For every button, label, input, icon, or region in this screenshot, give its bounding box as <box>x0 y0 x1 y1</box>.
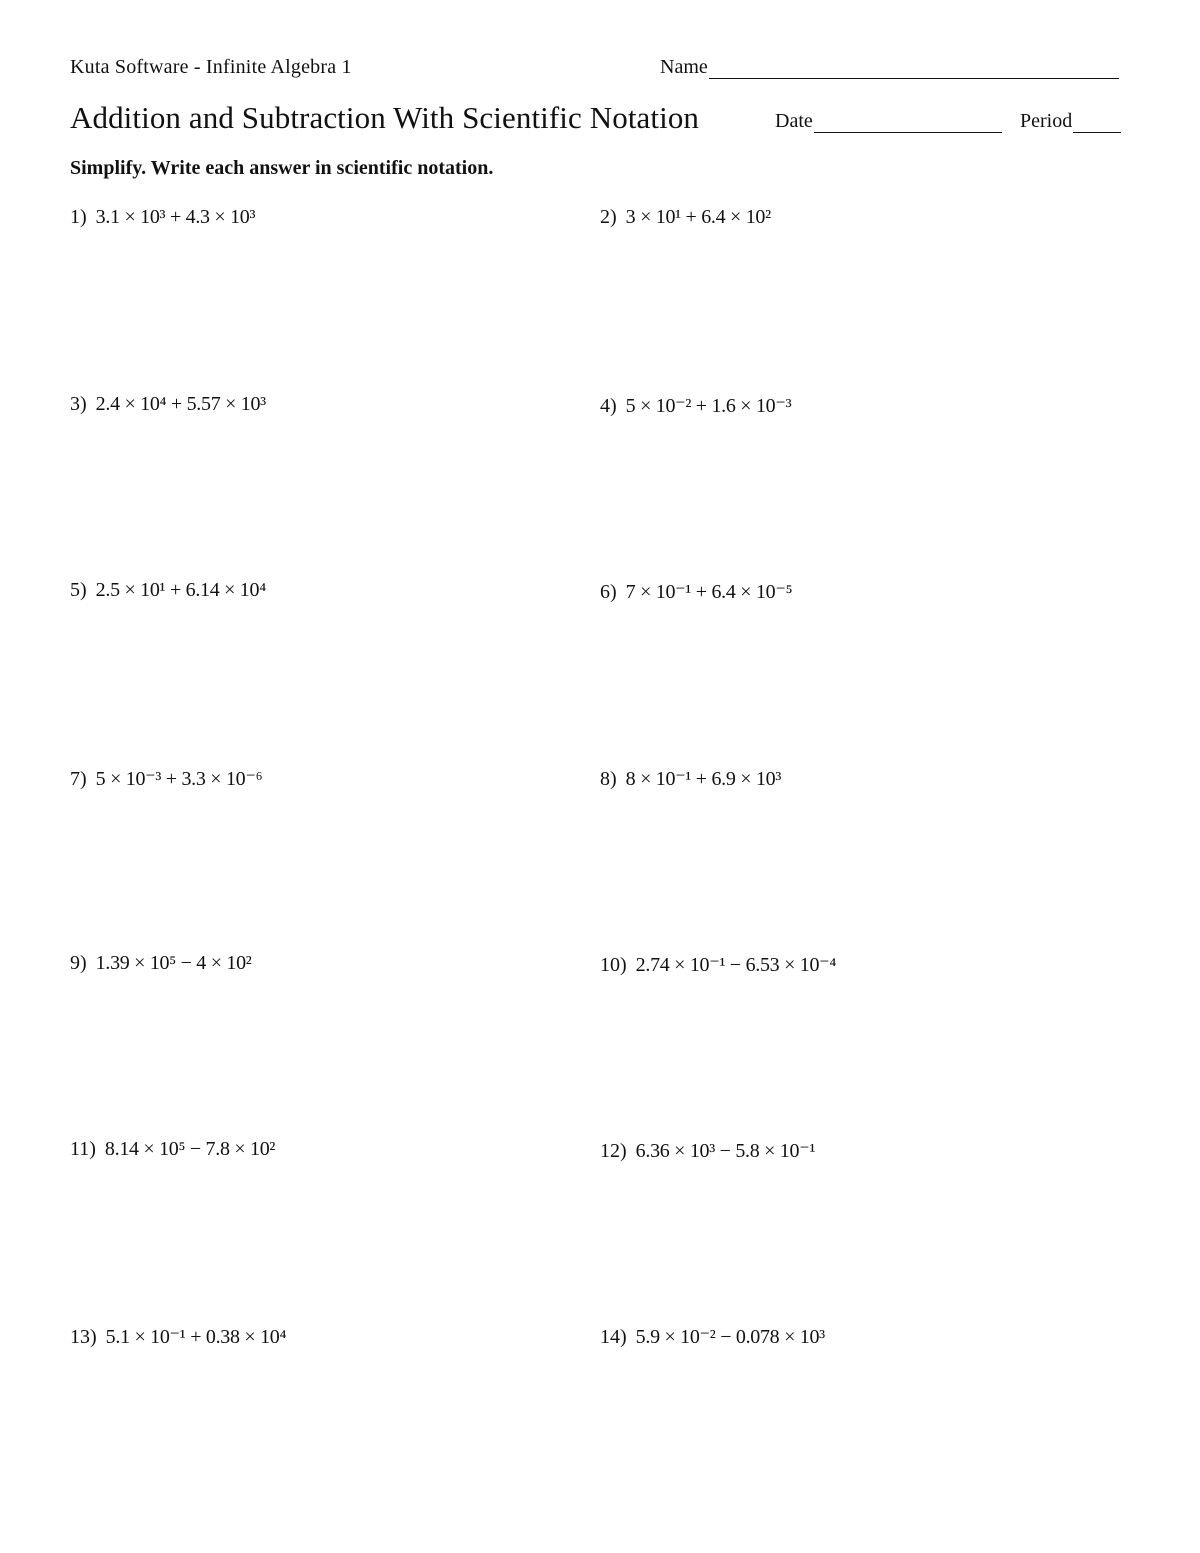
problem-11 <box>70 1138 275 1161</box>
problem-number: 12) <box>600 1140 627 1162</box>
problem-6 <box>600 579 792 604</box>
problem-expression: 8.14 × 10⁵ − 7.8 × 10² <box>104 1138 276 1160</box>
problem-expression: 2.74 × 10⁻¹ − 6.53 × 10⁻⁴ <box>635 954 837 976</box>
problem-number: 5) <box>70 579 87 601</box>
problem-expression: 3 × 10¹ + 6.4 × 10² <box>625 206 771 228</box>
problem-number: 7) <box>70 768 87 790</box>
problem-number: 14) <box>600 1326 627 1348</box>
problem-number: 3) <box>70 393 87 415</box>
name-blank-line[interactable] <box>709 60 1119 79</box>
problem-expression: 7 × 10⁻¹ + 6.4 × 10⁻⁵ <box>625 581 793 603</box>
name-field[interactable] <box>660 56 1119 79</box>
problem-8 <box>600 766 781 791</box>
problem-13 <box>70 1324 286 1349</box>
problem-expression: 5.1 × 10⁻¹ + 0.38 × 10⁴ <box>105 1326 287 1348</box>
instructions: Simplify. Write each answer in scientific notation. <box>70 157 494 179</box>
problem-number: 13) <box>70 1326 97 1348</box>
problem-expression: 5 × 10⁻² + 1.6 × 10⁻³ <box>625 395 792 417</box>
problem-3 <box>70 393 266 416</box>
name-label: Name <box>660 56 708 78</box>
problem-expression: 1.39 × 10⁵ − 4 × 10² <box>95 952 252 974</box>
problem-expression: 8 × 10⁻¹ + 6.9 × 10³ <box>625 768 782 790</box>
problem-expression: 2.4 × 10⁴ + 5.57 × 10³ <box>95 393 266 415</box>
problem-number: 10) <box>600 954 627 976</box>
problem-4 <box>600 393 791 418</box>
problem-10 <box>600 952 836 977</box>
problem-1 <box>70 206 255 229</box>
problem-number: 2) <box>600 206 617 228</box>
period-label: Period <box>1020 110 1073 132</box>
problem-9 <box>70 952 251 975</box>
software-label: Kuta Software - Infinite Algebra 1 <box>70 56 352 78</box>
problem-12 <box>600 1138 815 1163</box>
problem-expression: 3.1 × 10³ + 4.3 × 10³ <box>95 206 256 228</box>
problem-expression: 5 × 10⁻³ + 3.3 × 10⁻⁶ <box>95 768 263 790</box>
problem-expression: 5.9 × 10⁻² − 0.078 × 10³ <box>635 1326 825 1348</box>
problem-number: 8) <box>600 768 617 790</box>
date-field[interactable] <box>775 110 1002 133</box>
date-label: Date <box>775 110 813 132</box>
problem-expression: 2.5 × 10¹ + 6.14 × 10⁴ <box>95 579 266 601</box>
problem-number: 6) <box>600 581 617 603</box>
problem-2 <box>600 206 771 229</box>
problem-number: 1) <box>70 206 87 228</box>
worksheet-title: Addition and Subtraction With Scientific Notation <box>70 100 700 135</box>
problem-number: 4) <box>600 395 617 417</box>
problem-7 <box>70 766 262 791</box>
period-blank-line[interactable] <box>1073 114 1121 133</box>
problem-number: 11) <box>70 1138 96 1160</box>
date-blank-line[interactable] <box>814 114 1002 133</box>
problem-number: 9) <box>70 952 87 974</box>
problem-expression: 6.36 × 10³ − 5.8 × 10⁻¹ <box>635 1140 816 1162</box>
problem-5 <box>70 579 266 602</box>
problem-14 <box>600 1324 825 1349</box>
period-field[interactable] <box>1020 110 1121 133</box>
